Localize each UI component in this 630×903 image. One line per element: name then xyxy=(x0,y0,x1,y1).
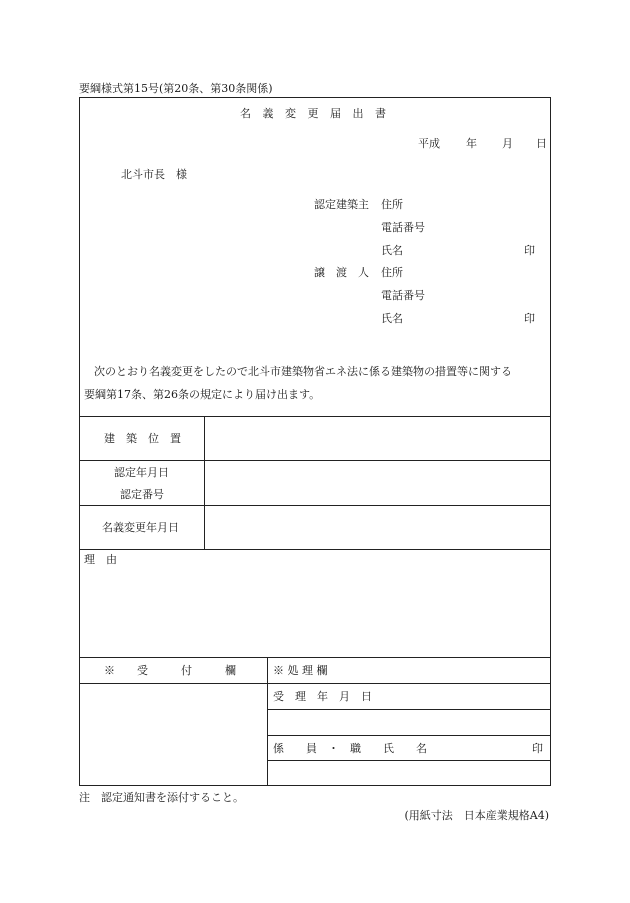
transferor-seal: 印 xyxy=(524,312,535,325)
processing-row-divider xyxy=(267,709,551,710)
reason-label: 理 由 xyxy=(84,553,117,566)
form-label: 要綱様式第15号(第20条、第30条関係) xyxy=(79,82,273,95)
reception-header: ※ 受 付 欄 xyxy=(104,664,236,677)
date-month: 月 xyxy=(502,137,513,150)
row-divider xyxy=(79,416,551,417)
row-divider xyxy=(79,549,551,550)
receipt-date-label: 受 理 年 月 日 xyxy=(273,690,372,703)
cert-number-label: 認定番号 xyxy=(120,488,164,501)
paper-size-note: (用紙寸法 日本産業規格A4) xyxy=(404,809,549,822)
applicant-role: 認定建築主 xyxy=(314,198,369,211)
addressee: 北斗市長 様 xyxy=(121,168,187,181)
applicant-address-label: 住所 xyxy=(381,198,403,211)
staff-seal: 印 xyxy=(532,742,543,755)
applicant-phone-label: 電話番号 xyxy=(381,221,425,234)
transferor-role: 譲 渡 人 xyxy=(314,266,369,279)
row-divider xyxy=(79,460,551,461)
row-divider xyxy=(79,505,551,506)
note: 注 認定通知書を添付すること。 xyxy=(79,791,244,804)
processing-header: ※ 処 理 欄 xyxy=(273,664,328,677)
date-day: 日 xyxy=(536,137,547,150)
date-era: 平成 xyxy=(418,137,440,150)
office-section-top xyxy=(79,657,551,658)
body-text-line2: 要綱第17条、第26条の規定により届け出ます。 xyxy=(84,388,321,401)
date-year: 年 xyxy=(466,137,477,150)
office-column-divider xyxy=(267,657,268,786)
label-column-divider xyxy=(204,416,205,549)
applicant-seal: 印 xyxy=(524,244,535,257)
form-title: 名 義 変 更 届 出 書 xyxy=(240,107,390,120)
staff-label: 係 員 ・ 職 氏 名 xyxy=(273,742,427,755)
applicant-name-label: 氏名 xyxy=(381,244,403,257)
cert-date-label: 認定年月日 xyxy=(114,466,169,479)
change-date-label: 名義変更年月日 xyxy=(102,521,179,534)
location-label: 建 築 位 置 xyxy=(104,432,181,445)
office-header-bottom xyxy=(79,683,551,684)
body-text-line1: 次のとおり名義変更をしたので北斗市建築物省エネ法に係る建築物の措置等に関する xyxy=(94,365,512,378)
transferor-address-label: 住所 xyxy=(381,266,403,279)
processing-row-divider xyxy=(267,760,551,761)
transferor-phone-label: 電話番号 xyxy=(381,289,425,302)
transferor-name-label: 氏名 xyxy=(381,312,403,325)
processing-row-divider xyxy=(267,735,551,736)
